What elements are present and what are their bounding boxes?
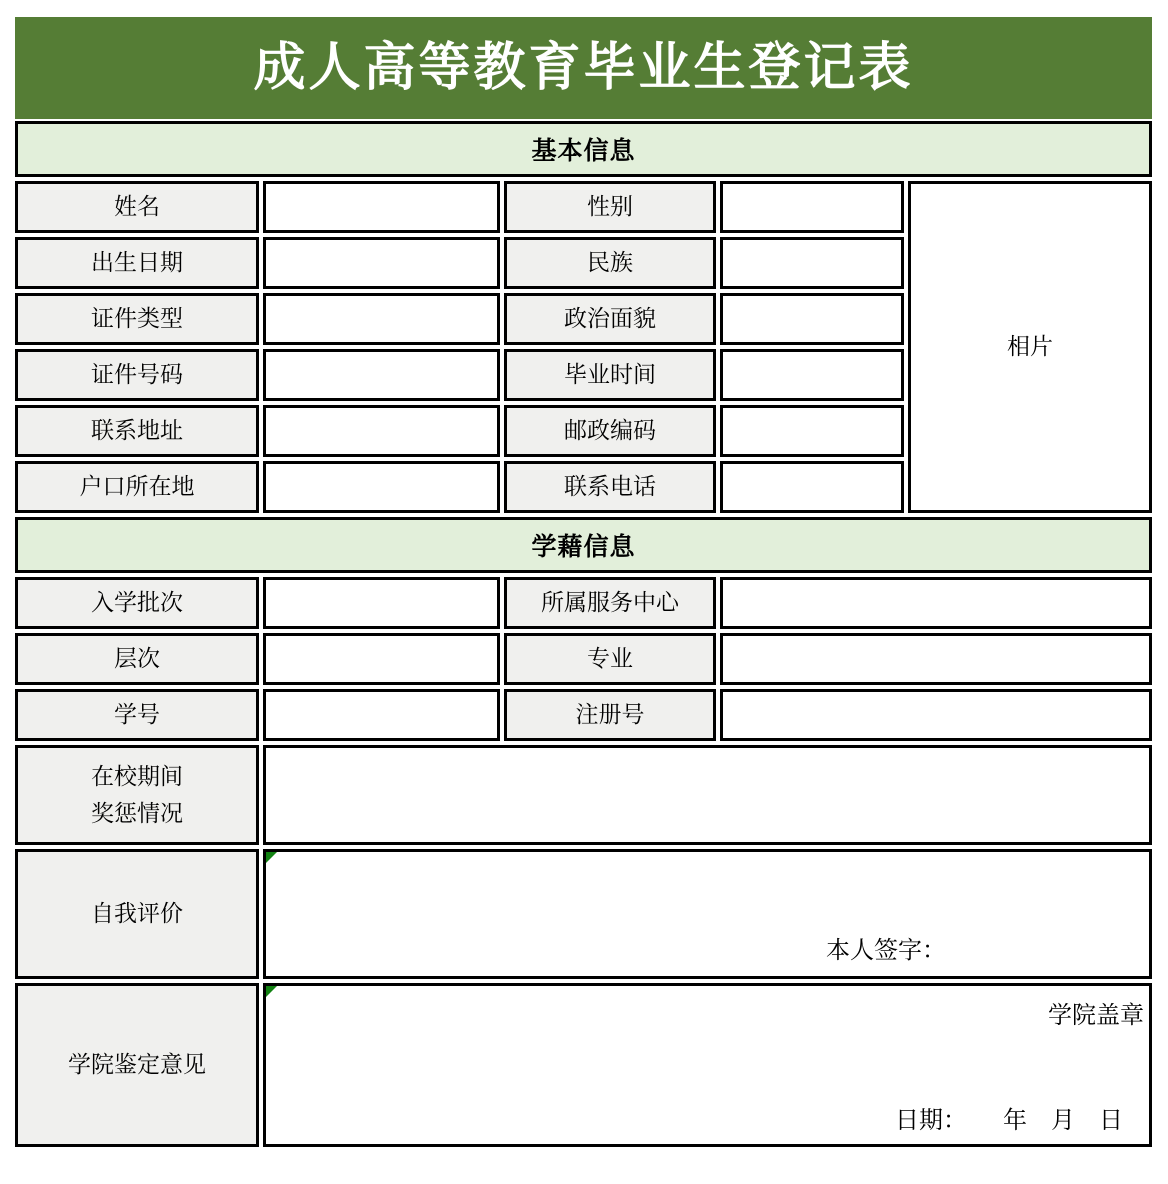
comment-marker-icon (266, 852, 277, 863)
graduation-time-input[interactable] (720, 349, 904, 401)
section-header-academic (15, 517, 1152, 573)
academic-info-grid (15, 577, 1152, 741)
section-header-basic (15, 121, 1152, 177)
section-title-academic: 学藉信息 (531, 533, 636, 561)
postal-code-input[interactable] (720, 405, 904, 457)
enrollment-batch-label: 入学批次 (15, 577, 259, 629)
student-number-input[interactable] (263, 689, 500, 741)
section-title-basic: 基本信息 (531, 137, 636, 165)
form-title-banner (15, 17, 1152, 119)
postal-code-label: 邮政编码 (504, 405, 716, 457)
name-label: 姓名 (15, 181, 259, 233)
political-status-input[interactable] (720, 293, 904, 345)
political-status-label: 政治面貌 (504, 293, 716, 345)
college-opinion-label: 学院鉴定意见 (15, 983, 259, 1147)
id-number-input[interactable] (263, 349, 500, 401)
ethnicity-input[interactable] (720, 237, 904, 289)
awards-punishments-input[interactable] (263, 745, 1152, 845)
photo-label: 相片 (1007, 333, 1053, 360)
contact-address-label: 联系地址 (15, 405, 259, 457)
registration-form (15, 17, 1152, 1147)
awards-label-line2: 奖惩情况 (91, 800, 183, 826)
self-evaluation-label: 自我评价 (15, 849, 259, 979)
household-location-input[interactable] (263, 461, 500, 513)
graduation-time-label: 毕业时间 (504, 349, 716, 401)
level-input[interactable] (263, 633, 500, 685)
gender-input[interactable] (720, 181, 904, 233)
page-title: 成人高等教育毕业生登记表 (253, 39, 914, 97)
contact-phone-label: 联系电话 (504, 461, 716, 513)
major-label: 专业 (504, 633, 716, 685)
registration-number-label: 注册号 (504, 689, 716, 741)
name-input[interactable] (263, 181, 500, 233)
college-opinion-row (15, 983, 1152, 1147)
awards-label-line1: 在校期间 (91, 763, 183, 789)
service-center-label: 所属服务中心 (504, 577, 716, 629)
self-evaluation-row (15, 849, 1152, 979)
self-evaluation-input[interactable] (263, 849, 1152, 979)
comment-marker-icon (266, 986, 277, 997)
ethnicity-label: 民族 (504, 237, 716, 289)
registration-number-input[interactable] (720, 689, 1152, 741)
college-opinion-input[interactable] (263, 983, 1152, 1147)
birth-date-label: 出生日期 (15, 237, 259, 289)
service-center-input[interactable] (720, 577, 1152, 629)
seal-label: 学院盖章 (1048, 1002, 1144, 1029)
id-type-label: 证件类型 (15, 293, 259, 345)
student-number-label: 学号 (15, 689, 259, 741)
photo-cell[interactable] (908, 181, 1152, 513)
id-number-label: 证件号码 (15, 349, 259, 401)
contact-phone-input[interactable] (720, 461, 904, 513)
awards-row (15, 745, 1152, 845)
id-type-input[interactable] (263, 293, 500, 345)
enrollment-batch-input[interactable] (263, 577, 500, 629)
level-label: 层次 (15, 633, 259, 685)
contact-address-input[interactable] (263, 405, 500, 457)
signature-label: 本人签字： (826, 936, 946, 964)
date-label: 日期： 年 月 日 (895, 1106, 1123, 1134)
household-location-label: 户口所在地 (15, 461, 259, 513)
major-input[interactable] (720, 633, 1152, 685)
birth-date-input[interactable] (263, 237, 500, 289)
basic-info-grid (15, 181, 1152, 513)
awards-punishments-label (15, 745, 259, 845)
gender-label: 性别 (504, 181, 716, 233)
